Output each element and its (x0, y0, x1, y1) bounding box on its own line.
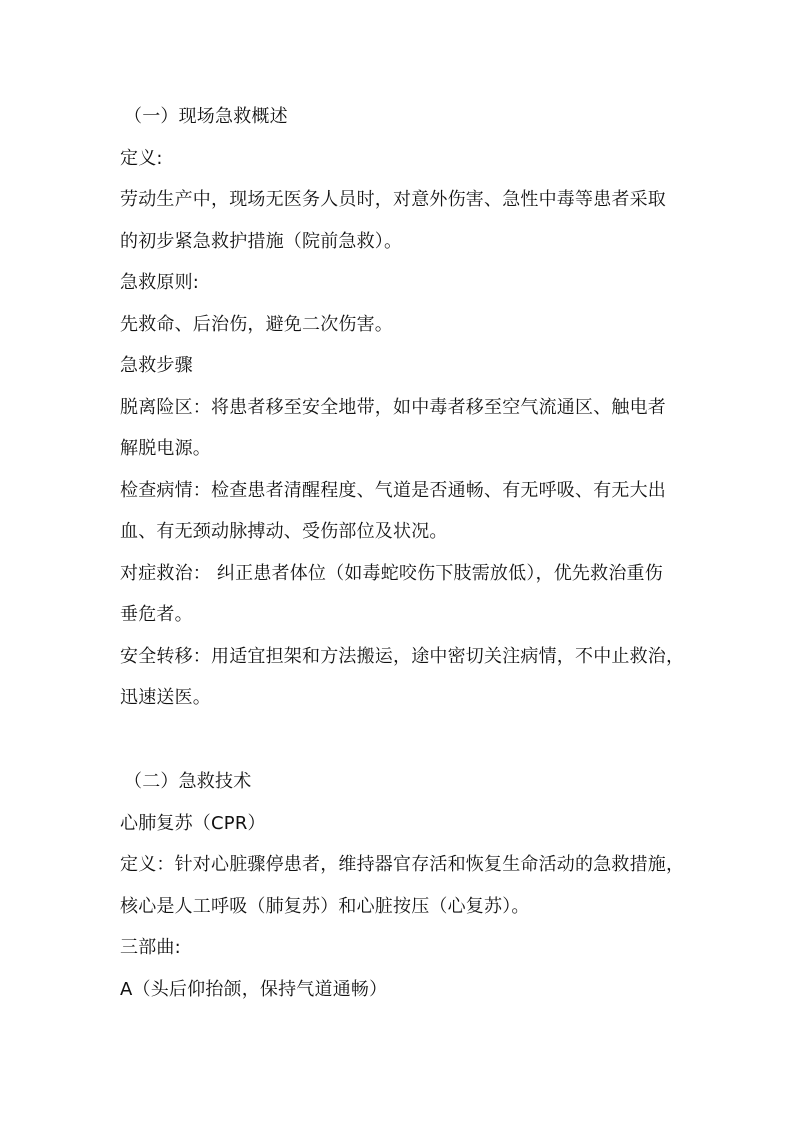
step-2-line-1: 检查病情：检查患者清醒程度、气道是否通畅、有无呼吸、有无大出 (120, 480, 666, 501)
cpr-definition-line-2: 核心是人工呼吸（肺复苏）和心脏按压（心复苏）。 (120, 896, 530, 917)
step-3-line-2: 垂危者。 (120, 604, 193, 625)
definition-text-line-1: 劳动生产中，现场无医务人员时，对意外伤害、急性中毒等患者采取 (120, 189, 666, 210)
step-1-line-2: 解脱电源。 (120, 438, 211, 459)
step-4-line-2: 迅速送医。 (120, 687, 211, 708)
step-a-text: A（头后仰抬颌，保持气道通畅） (120, 979, 388, 1000)
steps-label: 急救步骤 (120, 355, 193, 376)
principle-text: 先救命、后治伤，避免二次伤害。 (120, 314, 393, 335)
section-heading-1: （一）现场急救概述 (124, 106, 288, 127)
step-4-line-1: 安全转移：用适宜担架和方法搬运，途中密切关注病情，不中止救治， (120, 646, 685, 667)
cpr-title: 心肺复苏（CPR） (120, 813, 266, 834)
principle-label: 急救原则: (120, 272, 200, 293)
step-3-line-1: 对症救治： 纠正患者体位（如毒蛇咬伤下肢需放低），优先救治重伤 (120, 563, 663, 584)
step-2-line-2: 血、有无颈动脉搏动、受伤部位及状况。 (120, 521, 448, 542)
section-heading-2: （二）急救技术 (124, 771, 252, 792)
three-steps-label: 三部曲: (120, 937, 181, 958)
step-1-line-1: 脱离险区：将患者移至安全地带，如中毒者移至空气流通区、触电者 (120, 397, 666, 418)
definition-text-line-2: 的初步紧急救护措施（院前急救）。 (120, 231, 403, 252)
definition-label: 定义: (120, 148, 163, 169)
cpr-definition-line-1: 定义：针对心脏骤停患者，维持器官存活和恢复生命活动的急救措施， (120, 854, 685, 875)
document-page (120, 0, 685, 1122)
